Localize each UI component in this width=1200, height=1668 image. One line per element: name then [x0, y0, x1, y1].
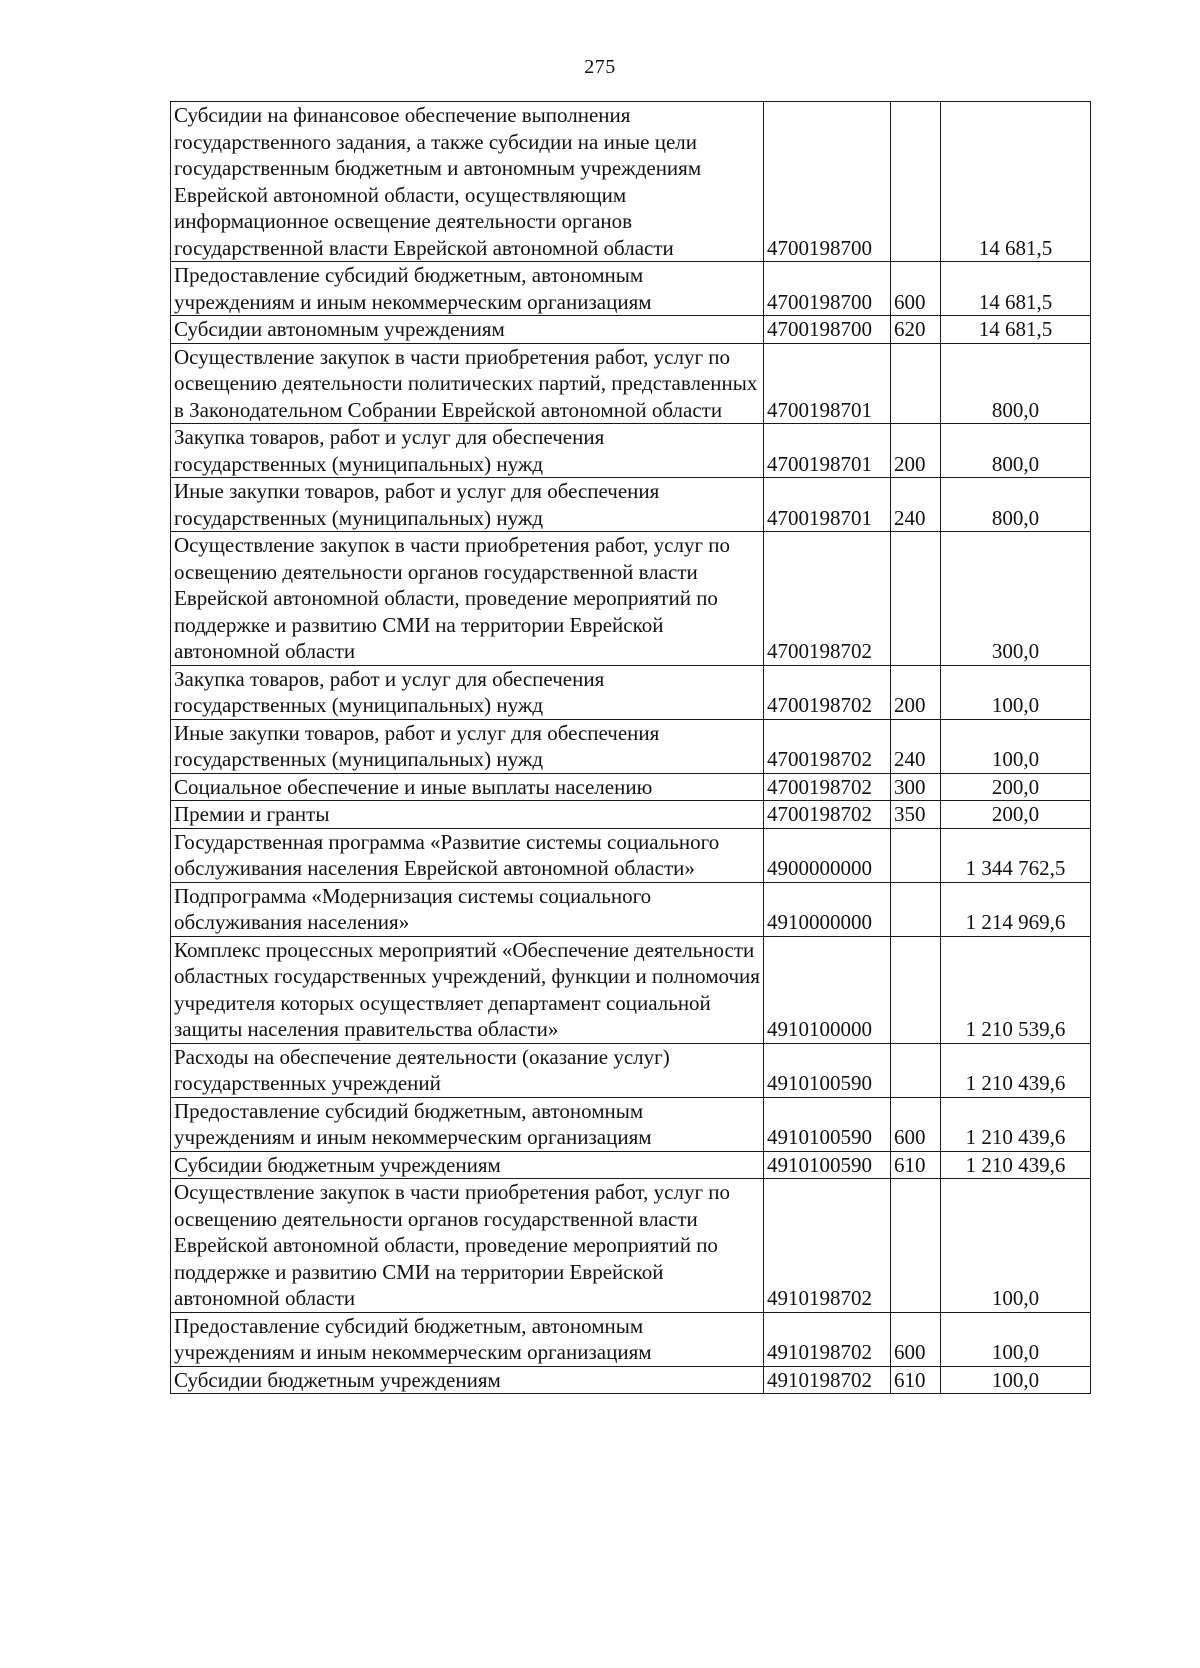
- amount-cell: 14 681,5: [941, 262, 1091, 316]
- expense-type-cell: 620: [891, 316, 941, 344]
- expense-name-cell: Расходы на обеспечение деятельности (оказание услуг) государственных учреждений: [171, 1043, 764, 1097]
- amount-cell: 800,0: [941, 343, 1091, 424]
- amount-cell: 100,0: [941, 1366, 1091, 1394]
- expense-type-cell: [891, 102, 941, 262]
- table-row: [171, 262, 1091, 316]
- expense-name-cell: Подпрограмма «Модернизация системы социального обслуживания населения»: [171, 882, 764, 936]
- table-row: [171, 665, 1091, 719]
- amount-cell: 300,0: [941, 532, 1091, 666]
- expense-name-cell: Предоставление субсидий бюджетным, автономным учреждениям и иным некоммерческим организациям: [171, 1312, 764, 1366]
- amount-cell: 14 681,5: [941, 102, 1091, 262]
- table-row: [171, 1097, 1091, 1151]
- target-code-cell: 4700198701: [764, 343, 891, 424]
- expense-name-cell: Осуществление закупок в части приобретения работ, услуг по освещению деятельности органов государственной власти Еврейской автономной области, проведение мероприятий по поддержке и развитию СМИ на территории Еврейской автономной области: [171, 1179, 764, 1313]
- amount-cell: 800,0: [941, 478, 1091, 532]
- expense-name-cell: Иные закупки товаров, работ и услуг для обеспечения государственных (муниципальных) нужд: [171, 719, 764, 773]
- table-row: [171, 478, 1091, 532]
- target-code-cell: 4700198702: [764, 532, 891, 666]
- expense-name-cell: Социальное обеспечение и иные выплаты населению: [171, 773, 764, 801]
- table-row: [171, 102, 1091, 262]
- target-code-cell: 4900000000: [764, 828, 891, 882]
- target-code-cell: 4910198702: [764, 1179, 891, 1313]
- expense-type-cell: 200: [891, 665, 941, 719]
- amount-cell: 1 344 762,5: [941, 828, 1091, 882]
- amount-cell: 800,0: [941, 424, 1091, 478]
- expense-name-cell: Субсидии бюджетным учреждениям: [171, 1151, 764, 1179]
- expense-name-cell: Предоставление субсидий бюджетным, автономным учреждениям и иным некоммерческим организациям: [171, 262, 764, 316]
- amount-cell: 1 210 439,6: [941, 1043, 1091, 1097]
- table-row: [171, 1043, 1091, 1097]
- amount-cell: 1 210 439,6: [941, 1097, 1091, 1151]
- amount-cell: 100,0: [941, 665, 1091, 719]
- expense-name-cell: Осуществление закупок в части приобретения работ, услуг по освещению деятельности политических партий, представленных в Законодательном Собрании Еврейской автономной области: [171, 343, 764, 424]
- table-row: [171, 532, 1091, 666]
- target-code-cell: 4700198702: [764, 719, 891, 773]
- expense-type-cell: 240: [891, 719, 941, 773]
- expense-name-cell: Премии и гранты: [171, 801, 764, 829]
- expense-name-cell: Субсидии бюджетным учреждениям: [171, 1366, 764, 1394]
- expense-type-cell: 610: [891, 1151, 941, 1179]
- target-code-cell: 4700198700: [764, 316, 891, 344]
- amount-cell: 100,0: [941, 1179, 1091, 1313]
- target-code-cell: 4910100590: [764, 1043, 891, 1097]
- target-code-cell: 4700198702: [764, 801, 891, 829]
- target-code-cell: 4700198700: [764, 262, 891, 316]
- table-row: [171, 424, 1091, 478]
- target-code-cell: 4910198702: [764, 1312, 891, 1366]
- expense-name-cell: Субсидии автономным учреждениям: [171, 316, 764, 344]
- expense-type-cell: 200: [891, 424, 941, 478]
- amount-cell: 100,0: [941, 719, 1091, 773]
- table-row: [171, 1312, 1091, 1366]
- expense-type-cell: 240: [891, 478, 941, 532]
- expense-name-cell: Предоставление субсидий бюджетным, автономным учреждениям и иным некоммерческим организациям: [171, 1097, 764, 1151]
- expense-type-cell: 600: [891, 1097, 941, 1151]
- expense-name-cell: Комплекс процессных мероприятий «Обеспечение деятельности областных государственных учреждений, функции и полномочия учредителя которых осуществляет департамент социальной защиты населения правительства области»: [171, 936, 764, 1043]
- amount-cell: 1 210 439,6: [941, 1151, 1091, 1179]
- target-code-cell: 4700198702: [764, 665, 891, 719]
- expense-name-cell: Иные закупки товаров, работ и услуг для обеспечения государственных (муниципальных) нужд: [171, 478, 764, 532]
- expense-name-cell: Закупка товаров, работ и услуг для обеспечения государственных (муниципальных) нужд: [171, 665, 764, 719]
- target-code-cell: 4700198702: [764, 773, 891, 801]
- expense-name-cell: Осуществление закупок в части приобретения работ, услуг по освещению деятельности органов государственной власти Еврейской автономной области, проведение мероприятий по поддержке и развитию СМИ на территории Еврейской автономной области: [171, 532, 764, 666]
- amount-cell: 14 681,5: [941, 316, 1091, 344]
- expense-type-cell: [891, 532, 941, 666]
- expense-type-cell: [891, 828, 941, 882]
- table-row: [171, 773, 1091, 801]
- expense-name-cell: Закупка товаров, работ и услуг для обеспечения государственных (муниципальных) нужд: [171, 424, 764, 478]
- expense-type-cell: [891, 1179, 941, 1313]
- budget-table: [170, 101, 1091, 1394]
- expense-type-cell: 600: [891, 1312, 941, 1366]
- expense-type-cell: 300: [891, 773, 941, 801]
- expense-type-cell: [891, 1043, 941, 1097]
- expense-name-cell: Государственная программа «Развитие системы социального обслуживания населения Еврейской автономной области»: [171, 828, 764, 882]
- page-number: 275: [584, 56, 616, 78]
- expense-name-cell: Субсидии на финансовое обеспечение выполнения государственного задания, а также субсидии на иные цели государственным бюджетным и автономным учреждениям Еврейской автономной области, осуществляющим информационное освещение деятельности органов государственной власти Еврейской автономной области: [171, 102, 764, 262]
- expense-type-cell: [891, 343, 941, 424]
- table-row: [171, 828, 1091, 882]
- target-code-cell: 4700198700: [764, 102, 891, 262]
- expense-type-cell: [891, 936, 941, 1043]
- amount-cell: 1 214 969,6: [941, 882, 1091, 936]
- table-row: [171, 343, 1091, 424]
- expense-type-cell: 350: [891, 801, 941, 829]
- table-row: [171, 801, 1091, 829]
- expense-type-cell: [891, 882, 941, 936]
- table-row: [171, 1366, 1091, 1394]
- table-row: [171, 316, 1091, 344]
- table-row: [171, 1179, 1091, 1313]
- target-code-cell: 4700198701: [764, 478, 891, 532]
- amount-cell: 200,0: [941, 773, 1091, 801]
- table-row: [171, 882, 1091, 936]
- target-code-cell: 4910100000: [764, 936, 891, 1043]
- target-code-cell: 4910100590: [764, 1097, 891, 1151]
- expense-type-cell: 600: [891, 262, 941, 316]
- target-code-cell: 4910000000: [764, 882, 891, 936]
- expense-type-cell: 610: [891, 1366, 941, 1394]
- amount-cell: 100,0: [941, 1312, 1091, 1366]
- target-code-cell: 4910198702: [764, 1366, 891, 1394]
- amount-cell: 1 210 539,6: [941, 936, 1091, 1043]
- table-row: [171, 1151, 1091, 1179]
- target-code-cell: 4910100590: [764, 1151, 891, 1179]
- amount-cell: 200,0: [941, 801, 1091, 829]
- table-row: [171, 719, 1091, 773]
- target-code-cell: 4700198701: [764, 424, 891, 478]
- table-row: [171, 936, 1091, 1043]
